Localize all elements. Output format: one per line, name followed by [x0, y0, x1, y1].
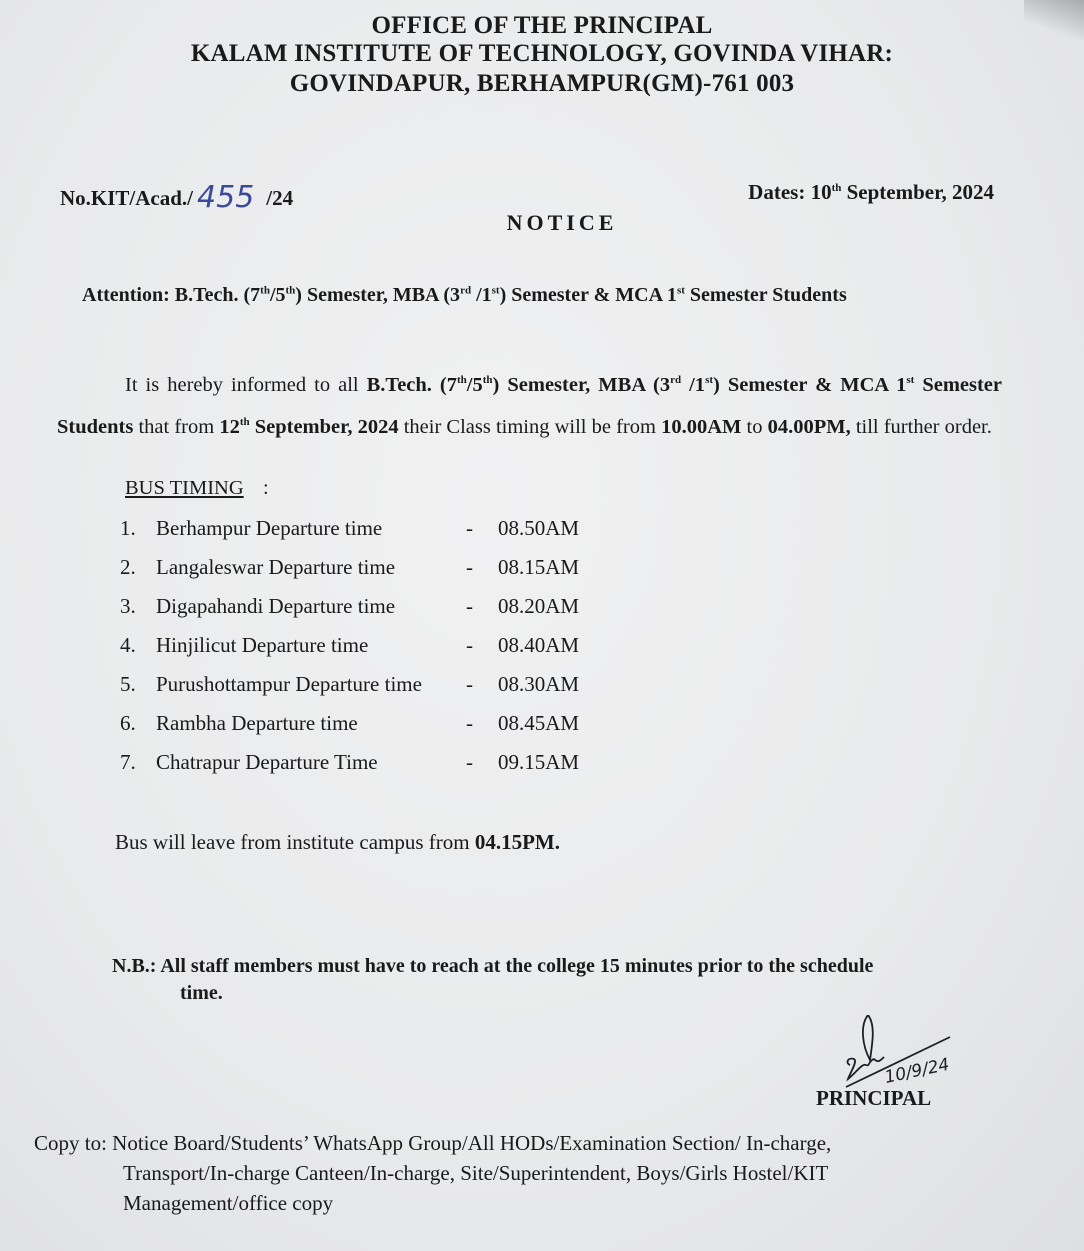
body-text: their Class timing will be from	[398, 415, 662, 438]
institute-name: KALAM INSTITUTE OF TECHNOLOGY, GOVINDA VIHAR:	[190, 40, 894, 67]
copy-to	[34, 1128, 994, 1218]
body-text: till further order.	[850, 415, 992, 438]
reference-number	[60, 178, 293, 213]
body-bold: 12	[219, 415, 240, 438]
row-dash: -	[466, 555, 473, 579]
departure-time: 08.20AM	[498, 594, 580, 618]
sup: rd	[670, 374, 682, 386]
attention-text: Attention: B.Tech. (7	[82, 284, 261, 306]
leave-text: Bus will leave from institute campus from	[115, 830, 475, 854]
date-sup: th	[831, 182, 842, 194]
bus-row	[120, 672, 600, 711]
sup: st	[906, 374, 915, 386]
principal-title: PRINCIPAL	[816, 1086, 932, 1110]
attention-line	[82, 284, 847, 307]
row-number: 4.	[120, 633, 136, 657]
copy-line: Copy to: Notice Board/Students’ WhatsApp Group/All HODs/Examination Section/ In-charge,	[34, 1131, 832, 1155]
sup: st	[705, 374, 714, 386]
route-label: Rambha Departure time	[156, 711, 358, 735]
row-number: 6.	[120, 711, 136, 735]
bus-row	[120, 594, 600, 633]
departure-time: 08.40AM	[498, 633, 580, 657]
route-label: Chatrapur Departure Time	[156, 750, 378, 774]
row-number: 3.	[120, 594, 136, 618]
row-number: 2.	[120, 555, 136, 579]
row-dash: -	[466, 594, 473, 618]
row-number: 1.	[120, 516, 136, 540]
route-label: Purushottampur Departure time	[156, 672, 422, 696]
row-dash: -	[466, 516, 473, 540]
row-dash: -	[466, 633, 473, 657]
bus-timing-list	[120, 516, 600, 789]
principal-signature	[840, 1015, 960, 1095]
sup: st	[491, 284, 500, 297]
reference-suffix: /24	[266, 186, 294, 210]
leave-time: 04.15PM.	[474, 830, 561, 854]
sup: th	[482, 374, 493, 386]
bus-row	[120, 633, 600, 672]
bus-row	[120, 555, 600, 594]
office-heading: OFFICE OF THE PRINCIPAL	[371, 12, 713, 39]
date-label: Dates: 10	[748, 180, 832, 204]
bus-row	[120, 516, 600, 555]
route-label: Hinjilicut Departure time	[156, 633, 369, 657]
row-dash: -	[466, 672, 473, 696]
bus-row	[120, 750, 600, 789]
signature-date: 10/9/24	[882, 1054, 952, 1088]
date-rest: September, 2024	[841, 180, 994, 204]
departure-time: 09.15AM	[498, 750, 580, 774]
sup: th	[260, 284, 270, 297]
body-bold: /5	[466, 373, 483, 396]
departure-time: 08.15AM	[498, 555, 580, 579]
sup: th	[239, 415, 250, 428]
row-dash: -	[466, 750, 473, 774]
institute-address: GOVINDAPUR, BERHAMPUR(GM)-761 003	[289, 70, 795, 97]
bus-row	[120, 711, 600, 750]
body-text: that from	[133, 415, 220, 438]
departure-time: 08.50AM	[498, 516, 580, 540]
body-bold: /1	[681, 373, 706, 396]
row-dash: -	[466, 711, 473, 735]
copy-line: Transport/In-charge Canteen/In-charge, Site/Superintendent, Boys/Girls Hostel/KIT	[123, 1161, 829, 1185]
sup: st	[676, 284, 685, 297]
copy-line: Management/office copy	[123, 1191, 334, 1215]
attention-text: /5	[269, 284, 286, 306]
sup: th	[285, 284, 296, 297]
body-paragraph	[57, 362, 1002, 446]
body-bold: ) Semester, MBA (3	[492, 373, 671, 396]
nb-line: time.	[180, 982, 223, 1004]
attention-text: ) Semester, MBA (3	[295, 284, 461, 306]
attention-text: ) Semester & MCA 1	[499, 284, 677, 306]
sup: th	[457, 374, 467, 386]
departure-time: 08.45AM	[498, 711, 580, 735]
nb-note	[112, 953, 1012, 1007]
body-bold: B.Tech. (7	[366, 373, 458, 396]
body-bold: 10.00AM	[661, 415, 742, 438]
body-text: It is hereby informed to all	[125, 373, 367, 396]
attention-text: /1	[471, 284, 492, 306]
nb-line: N.B.: All staff members must have to reach at the college 15 minutes prior to the schedule	[112, 955, 874, 977]
sup: rd	[460, 284, 472, 297]
row-number: 5.	[120, 672, 136, 696]
bus-leave-note	[115, 830, 560, 855]
bus-timing-title: BUS TIMING	[125, 477, 244, 499]
row-number: 7.	[120, 750, 136, 774]
bus-timing-heading	[125, 477, 244, 500]
notice-date	[748, 180, 994, 205]
route-label: Langaleswar Departure time	[156, 555, 396, 579]
bus-timing-colon: :	[263, 477, 269, 499]
attention-text: Semester Students	[684, 284, 847, 306]
body-bold: ) Semester & MCA 1	[713, 373, 907, 396]
body-bold: 04.00PM,	[767, 415, 851, 438]
body-bold: Semester Students	[57, 373, 1002, 438]
notice-title: NOTICE	[506, 210, 618, 235]
handwritten-number: 455	[197, 180, 255, 215]
route-label: Digapahandi Departure time	[156, 594, 396, 618]
body-text: to	[741, 415, 768, 438]
route-label: Berhampur Departure time	[156, 516, 383, 540]
reference-prefix: No.KIT/Acad./	[60, 186, 194, 210]
departure-time: 08.30AM	[498, 672, 580, 696]
body-bold: September, 2024	[249, 415, 399, 438]
